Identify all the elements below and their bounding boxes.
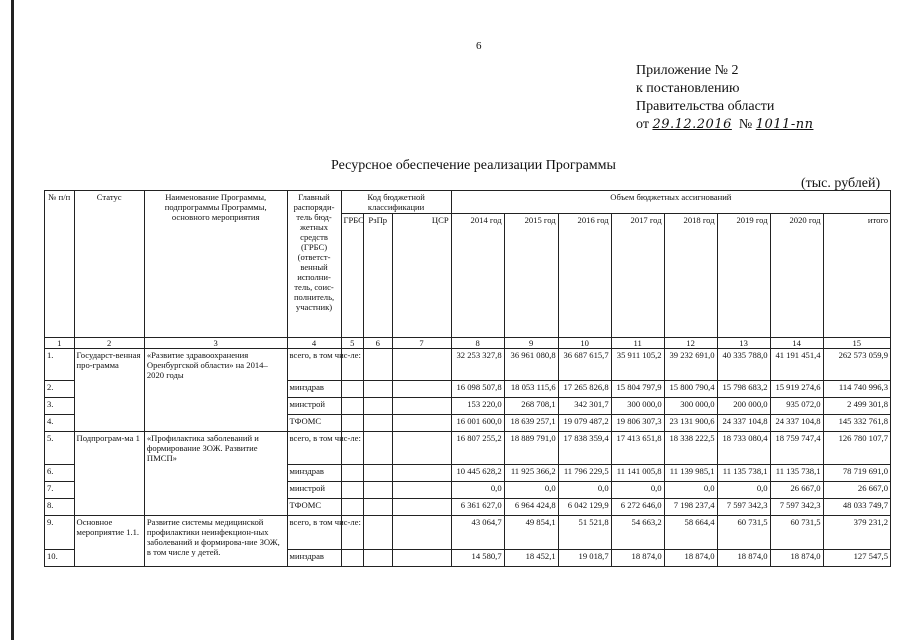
column-number: 6: [363, 338, 392, 349]
appendix-block: [636, 62, 813, 134]
row-code-grbs: [341, 550, 363, 567]
header-year-2014: 2014 год: [451, 214, 504, 338]
row-code-csr: [392, 465, 451, 482]
row-code-rzpr: [363, 381, 392, 398]
row-code-csr: [392, 516, 451, 550]
row-number: 9.: [45, 516, 75, 550]
value-2014: 10 445 628,2: [451, 465, 504, 482]
value-2016: 342 301,7: [558, 398, 611, 415]
value-2017: 35 911 105,2: [611, 349, 664, 381]
row-number: 5.: [45, 432, 75, 465]
value-2017: 15 804 797,9: [611, 381, 664, 398]
row-code-grbs: [341, 381, 363, 398]
header-total: итого: [823, 214, 890, 338]
row-grbs: всего, в том чис-ле:: [287, 432, 341, 465]
value-total: 114 740 996,3: [823, 381, 890, 398]
column-number: 1: [45, 338, 75, 349]
value-2017: 300 000,0: [611, 398, 664, 415]
value-2014: 32 253 327,8: [451, 349, 504, 381]
row-grbs: минздрав: [287, 465, 341, 482]
value-2019: 60 731,5: [717, 516, 770, 550]
row-code-csr: [392, 499, 451, 516]
value-2016: 0,0: [558, 482, 611, 499]
row-status: Государст-венная про-грамма: [74, 349, 144, 432]
value-2016: 11 796 229,5: [558, 465, 611, 482]
value-total: 126 780 107,7: [823, 432, 890, 465]
row-code-grbs: [341, 465, 363, 482]
value-2016: 6 042 129,9: [558, 499, 611, 516]
column-number: 11: [611, 338, 664, 349]
value-2015: 6 964 424,8: [504, 499, 558, 516]
value-2015: 11 925 366,2: [504, 465, 558, 482]
row-code-grbs: [341, 398, 363, 415]
header-year-2017: 2017 год: [611, 214, 664, 338]
value-2017: 0,0: [611, 482, 664, 499]
column-number: 10: [558, 338, 611, 349]
handwritten-date: 29.12.2016: [652, 117, 732, 132]
row-code-rzpr: [363, 415, 392, 432]
value-2017: 6 272 646,0: [611, 499, 664, 516]
value-total: 48 033 749,7: [823, 499, 890, 516]
value-2014: 6 361 627,0: [451, 499, 504, 516]
table-row: [45, 349, 891, 381]
header-year-2019: 2019 год: [717, 214, 770, 338]
value-2015: 268 708,1: [504, 398, 558, 415]
header-grbs: Главный распоряди-тель бюд-жетных средств (ГРБС) (ответст-венный исполни-тель, соис-полнитель, участник): [287, 191, 341, 338]
value-2015: 0,0: [504, 482, 558, 499]
appendix-line-3: Правительства области: [636, 99, 775, 114]
value-2016: 51 521,8: [558, 516, 611, 550]
row-grbs: минздрав: [287, 550, 341, 567]
row-code-rzpr: [363, 550, 392, 567]
row-grbs: минстрой: [287, 482, 341, 499]
value-total: 2 499 301,8: [823, 398, 890, 415]
header-rzpr: РзПр: [363, 214, 392, 338]
value-2018: 23 131 900,6: [664, 415, 717, 432]
value-2015: 18 639 257,1: [504, 415, 558, 432]
row-code-csr: [392, 482, 451, 499]
value-2019: 18 874,0: [717, 550, 770, 567]
column-number: 7: [392, 338, 451, 349]
row-code-csr: [392, 349, 451, 381]
column-number: 15: [823, 338, 890, 349]
value-2020: 41 191 451,4: [770, 349, 823, 381]
value-2014: 43 064,7: [451, 516, 504, 550]
row-code-rzpr: [363, 482, 392, 499]
row-status: Основное мероприятие 1.1.: [74, 516, 144, 567]
header-year-2015: 2015 год: [504, 214, 558, 338]
row-name: «Профилактика заболеваний и формирование ЗОЖ. Развитие ПМСП»: [144, 432, 287, 516]
value-2019: 7 597 342,3: [717, 499, 770, 516]
row-code-csr: [392, 432, 451, 465]
value-2020: 11 135 738,1: [770, 465, 823, 482]
value-2020: 15 919 274,6: [770, 381, 823, 398]
column-number: 5: [341, 338, 363, 349]
row-number: 4.: [45, 415, 75, 432]
binder-edge-line: [11, 0, 14, 640]
value-2020: 24 337 104,8: [770, 415, 823, 432]
value-2018: 11 139 985,1: [664, 465, 717, 482]
value-2014: 16 001 600,0: [451, 415, 504, 432]
value-2018: 7 198 237,4: [664, 499, 717, 516]
value-total: 127 547,5: [823, 550, 890, 567]
value-2019: 24 337 104,8: [717, 415, 770, 432]
value-2020: 935 072,0: [770, 398, 823, 415]
page-number: 6: [476, 40, 482, 52]
value-2016: 36 687 615,7: [558, 349, 611, 381]
from-label: от: [636, 117, 649, 132]
value-2015: 18 889 791,0: [504, 432, 558, 465]
row-number: 3.: [45, 398, 75, 415]
number-label: №: [738, 117, 753, 132]
row-code-rzpr: [363, 465, 392, 482]
value-2018: 58 664,4: [664, 516, 717, 550]
row-number: 10.: [45, 550, 75, 567]
row-code-rzpr: [363, 398, 392, 415]
value-2016: 19 018,7: [558, 550, 611, 567]
column-number: 4: [287, 338, 341, 349]
row-grbs: ТФОМС: [287, 415, 341, 432]
row-code-grbs: [341, 415, 363, 432]
value-2019: 200 000,0: [717, 398, 770, 415]
table-row: [45, 516, 891, 550]
value-2014: 0,0: [451, 482, 504, 499]
header-status: Статус: [74, 191, 144, 338]
row-number: 1.: [45, 349, 75, 381]
column-number-row: [45, 338, 891, 349]
value-2015: 18 053 115,6: [504, 381, 558, 398]
row-number: 7.: [45, 482, 75, 499]
value-2020: 18 759 747,4: [770, 432, 823, 465]
value-2015: 49 854,1: [504, 516, 558, 550]
row-grbs: минстрой: [287, 398, 341, 415]
row-number: 8.: [45, 499, 75, 516]
appendix-line-1: Приложение № 2: [636, 63, 739, 78]
column-number: 8: [451, 338, 504, 349]
header-year-2016: 2016 год: [558, 214, 611, 338]
column-number: 3: [144, 338, 287, 349]
row-code-csr: [392, 550, 451, 567]
value-total: 26 667,0: [823, 482, 890, 499]
row-number: 2.: [45, 381, 75, 398]
column-number: 2: [74, 338, 144, 349]
header-name: Наименование Программы, подпрограммы Программы, основного мероприятия: [144, 191, 287, 338]
value-2019: 40 335 788,0: [717, 349, 770, 381]
value-2017: 17 413 651,8: [611, 432, 664, 465]
value-2019: 15 798 683,2: [717, 381, 770, 398]
row-name: «Развитие здравоохранения Оренбургской области» на 2014–2020 годы: [144, 349, 287, 432]
row-code-rzpr: [363, 432, 392, 465]
value-2014: 153 220,0: [451, 398, 504, 415]
value-2020: 60 731,5: [770, 516, 823, 550]
value-2017: 18 874,0: [611, 550, 664, 567]
value-2014: 16 098 507,8: [451, 381, 504, 398]
row-status: Подпрограм-ма 1: [74, 432, 144, 516]
value-2015: 18 452,1: [504, 550, 558, 567]
row-code-grbs: [341, 482, 363, 499]
header-year-2018: 2018 год: [664, 214, 717, 338]
header-year-2020: 2020 год: [770, 214, 823, 338]
row-code-rzpr: [363, 499, 392, 516]
resource-table: [44, 190, 891, 567]
table-row: [45, 432, 891, 465]
header-num: № п/п: [45, 191, 75, 338]
row-number: 6.: [45, 465, 75, 482]
row-grbs: ТФОМС: [287, 499, 341, 516]
row-code-rzpr: [363, 516, 392, 550]
row-code-grbs: [341, 499, 363, 516]
value-2016: 17 265 826,8: [558, 381, 611, 398]
row-grbs: минздрав: [287, 381, 341, 398]
row-code-csr: [392, 415, 451, 432]
value-2019: 11 135 738,1: [717, 465, 770, 482]
value-2015: 36 961 080,8: [504, 349, 558, 381]
value-total: 145 332 761,8: [823, 415, 890, 432]
appendix-date-line: [636, 116, 813, 134]
column-number: 9: [504, 338, 558, 349]
value-2017: 54 663,2: [611, 516, 664, 550]
appendix-line-2: к постановлению: [636, 81, 740, 96]
value-2018: 15 800 790,4: [664, 381, 717, 398]
value-2018: 18 338 222,5: [664, 432, 717, 465]
value-2018: 18 874,0: [664, 550, 717, 567]
value-total: 379 231,2: [823, 516, 890, 550]
unit-label: (тыс. рублей): [801, 176, 881, 191]
header-grbs-code: ГРБС: [341, 214, 363, 338]
document-title: Ресурсное обеспечение реализации Программы: [331, 158, 616, 173]
value-2019: 0,0: [717, 482, 770, 499]
column-number: 12: [664, 338, 717, 349]
column-number: 13: [717, 338, 770, 349]
value-2017: 19 806 307,3: [611, 415, 664, 432]
value-2014: 16 807 255,2: [451, 432, 504, 465]
value-2018: 0,0: [664, 482, 717, 499]
row-grbs: всего, в том чис-ле:: [287, 349, 341, 381]
row-code-csr: [392, 381, 451, 398]
row-code-csr: [392, 398, 451, 415]
header-csr: ЦСР: [392, 214, 451, 338]
value-2020: 26 667,0: [770, 482, 823, 499]
value-2020: 18 874,0: [770, 550, 823, 567]
value-2014: 14 580,7: [451, 550, 504, 567]
value-2017: 11 141 005,8: [611, 465, 664, 482]
row-name: Развитие системы медицинской профилактики неинфекцион-ных заболеваний и формирова-ние ЗОЖ, в том числе у детей.: [144, 516, 287, 567]
value-2020: 7 597 342,3: [770, 499, 823, 516]
header-volume-group: Объем бюджетных ассигнований: [451, 191, 890, 214]
column-number: 14: [770, 338, 823, 349]
value-2016: 19 079 487,2: [558, 415, 611, 432]
handwritten-number: 1011-пп: [755, 117, 814, 132]
value-2018: 300 000,0: [664, 398, 717, 415]
value-total: 78 719 691,0: [823, 465, 890, 482]
value-2018: 39 232 691,0: [664, 349, 717, 381]
value-2019: 18 733 080,4: [717, 432, 770, 465]
row-code-rzpr: [363, 349, 392, 381]
row-grbs: всего, в том чис-ле:: [287, 516, 341, 550]
value-total: 262 573 059,9: [823, 349, 890, 381]
header-code-group: Код бюджетной классификации: [341, 191, 451, 214]
value-2016: 17 838 359,4: [558, 432, 611, 465]
